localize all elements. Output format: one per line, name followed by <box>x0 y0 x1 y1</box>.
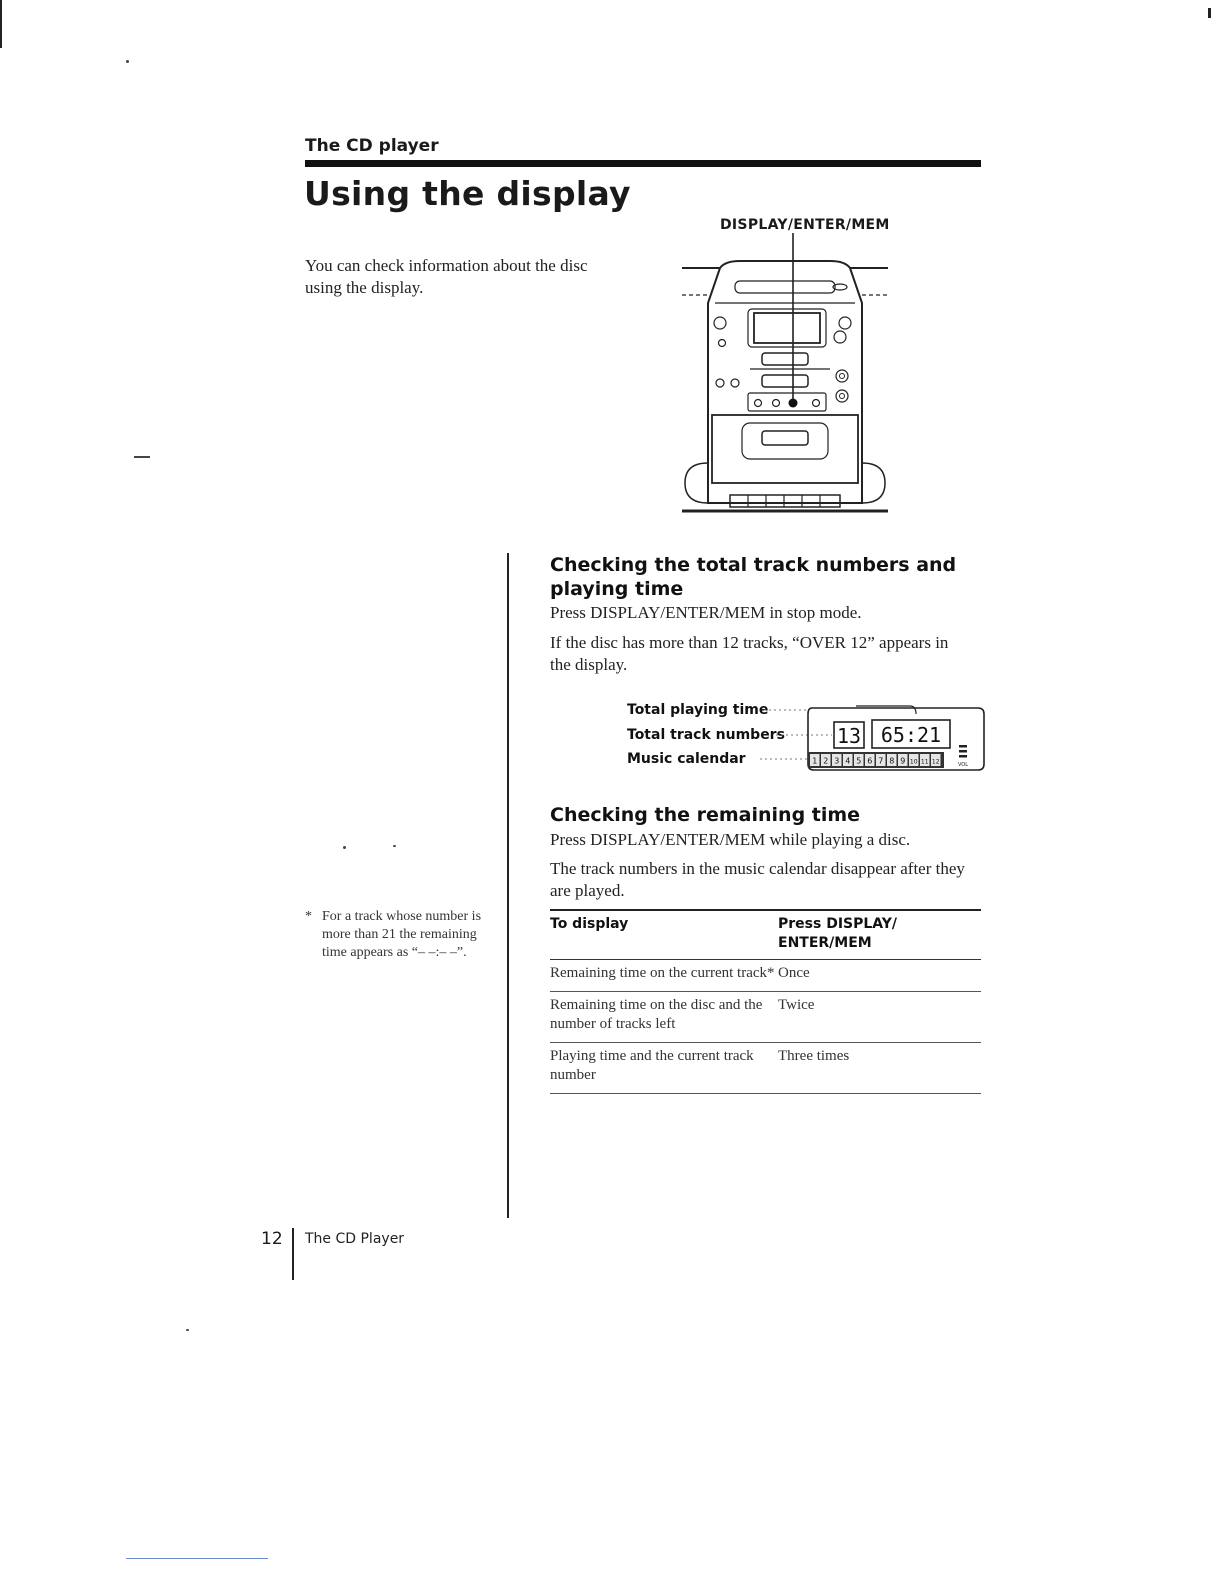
music-calendar-number: 12 <box>931 758 940 766</box>
scan-mark <box>343 846 346 849</box>
footer-rule <box>292 1228 294 1280</box>
table-header-press: Press DISPLAY/ ENTER/MEM <box>778 916 898 951</box>
column-divider <box>507 553 509 1218</box>
lcd-vol-label: VOL <box>957 762 969 768</box>
music-calendar-number: 7 <box>878 756 884 766</box>
scan-mark <box>126 1558 268 1559</box>
table-cell: Twice <box>778 997 815 1013</box>
page-title: Using the display <box>304 174 631 213</box>
section-label: The CD player <box>305 136 439 156</box>
lcd-track-readout: 13 <box>836 724 862 748</box>
music-calendar-number: 6 <box>867 756 873 766</box>
footer-section-name: The CD Player <box>305 1231 405 1247</box>
scan-mark <box>126 60 129 63</box>
table-header-to-display: To display <box>550 916 629 932</box>
music-calendar-number: 10 <box>909 758 918 766</box>
table-cell: Remaining time on the disc and the number of tracks left <box>550 997 763 1032</box>
scan-mark <box>393 845 396 847</box>
table-row <box>550 960 981 992</box>
section-heading-total: Checking the total track numbers and playing time <box>550 554 957 600</box>
footnote-text: For a track whose number is more than 21 the remaining time appears as “– –:– –”. <box>322 909 482 960</box>
section1-note: If the disc has more than 12 tracks, “OVER 12” appears in the display. <box>550 633 949 674</box>
table-cell: Once <box>778 965 810 981</box>
page-number: 12 <box>261 1229 283 1249</box>
intro-paragraph: You can check information about the disc using the display. <box>305 256 588 297</box>
music-calendar-number: 1 <box>812 756 818 766</box>
footnote-marker: * <box>305 909 312 924</box>
music-calendar-number: 9 <box>900 756 906 766</box>
music-calendar-number: 2 <box>823 756 829 766</box>
music-calendar-number: 4 <box>845 756 851 766</box>
section-heading-remaining: Checking the remaining time <box>550 804 861 826</box>
section2-instruction: Press DISPLAY/ENTER/MEM while playing a disc. <box>550 830 911 849</box>
music-calendar-number: 3 <box>834 756 840 766</box>
section2-note: The track numbers in the music calendar disappear after they are played. <box>550 859 965 900</box>
table-cell: Remaining time on the current track* <box>550 965 775 981</box>
display-mode-table <box>550 909 981 1094</box>
scan-mark <box>186 1329 189 1331</box>
table-row <box>550 1043 981 1094</box>
callout-total-playing-time: Total playing time <box>627 702 769 718</box>
section1-instruction: Press DISPLAY/ENTER/MEM in stop mode. <box>550 603 862 622</box>
cd-player-illustration <box>680 233 890 518</box>
music-calendar-number: 11 <box>920 758 929 766</box>
music-calendar-number: 5 <box>856 756 862 766</box>
table-row <box>550 992 981 1043</box>
callout-total-track-numbers: Total track numbers <box>627 727 785 743</box>
diagram-button-label: DISPLAY/ENTER/MEM <box>720 217 890 233</box>
scan-mark <box>134 456 150 458</box>
lcd-display-illustration <box>760 700 986 776</box>
table-cell: Three times <box>778 1048 850 1064</box>
footnote <box>305 908 495 962</box>
header-rule <box>305 160 981 167</box>
scan-mark <box>0 0 2 48</box>
scan-mark <box>1208 8 1211 18</box>
table-cell: Playing time and the current track number <box>550 1048 754 1083</box>
callout-music-calendar: Music calendar <box>627 751 746 767</box>
music-calendar-number: 8 <box>889 756 895 766</box>
table-header-row <box>550 910 981 960</box>
lcd-time-readout: 65:21 <box>880 723 942 747</box>
